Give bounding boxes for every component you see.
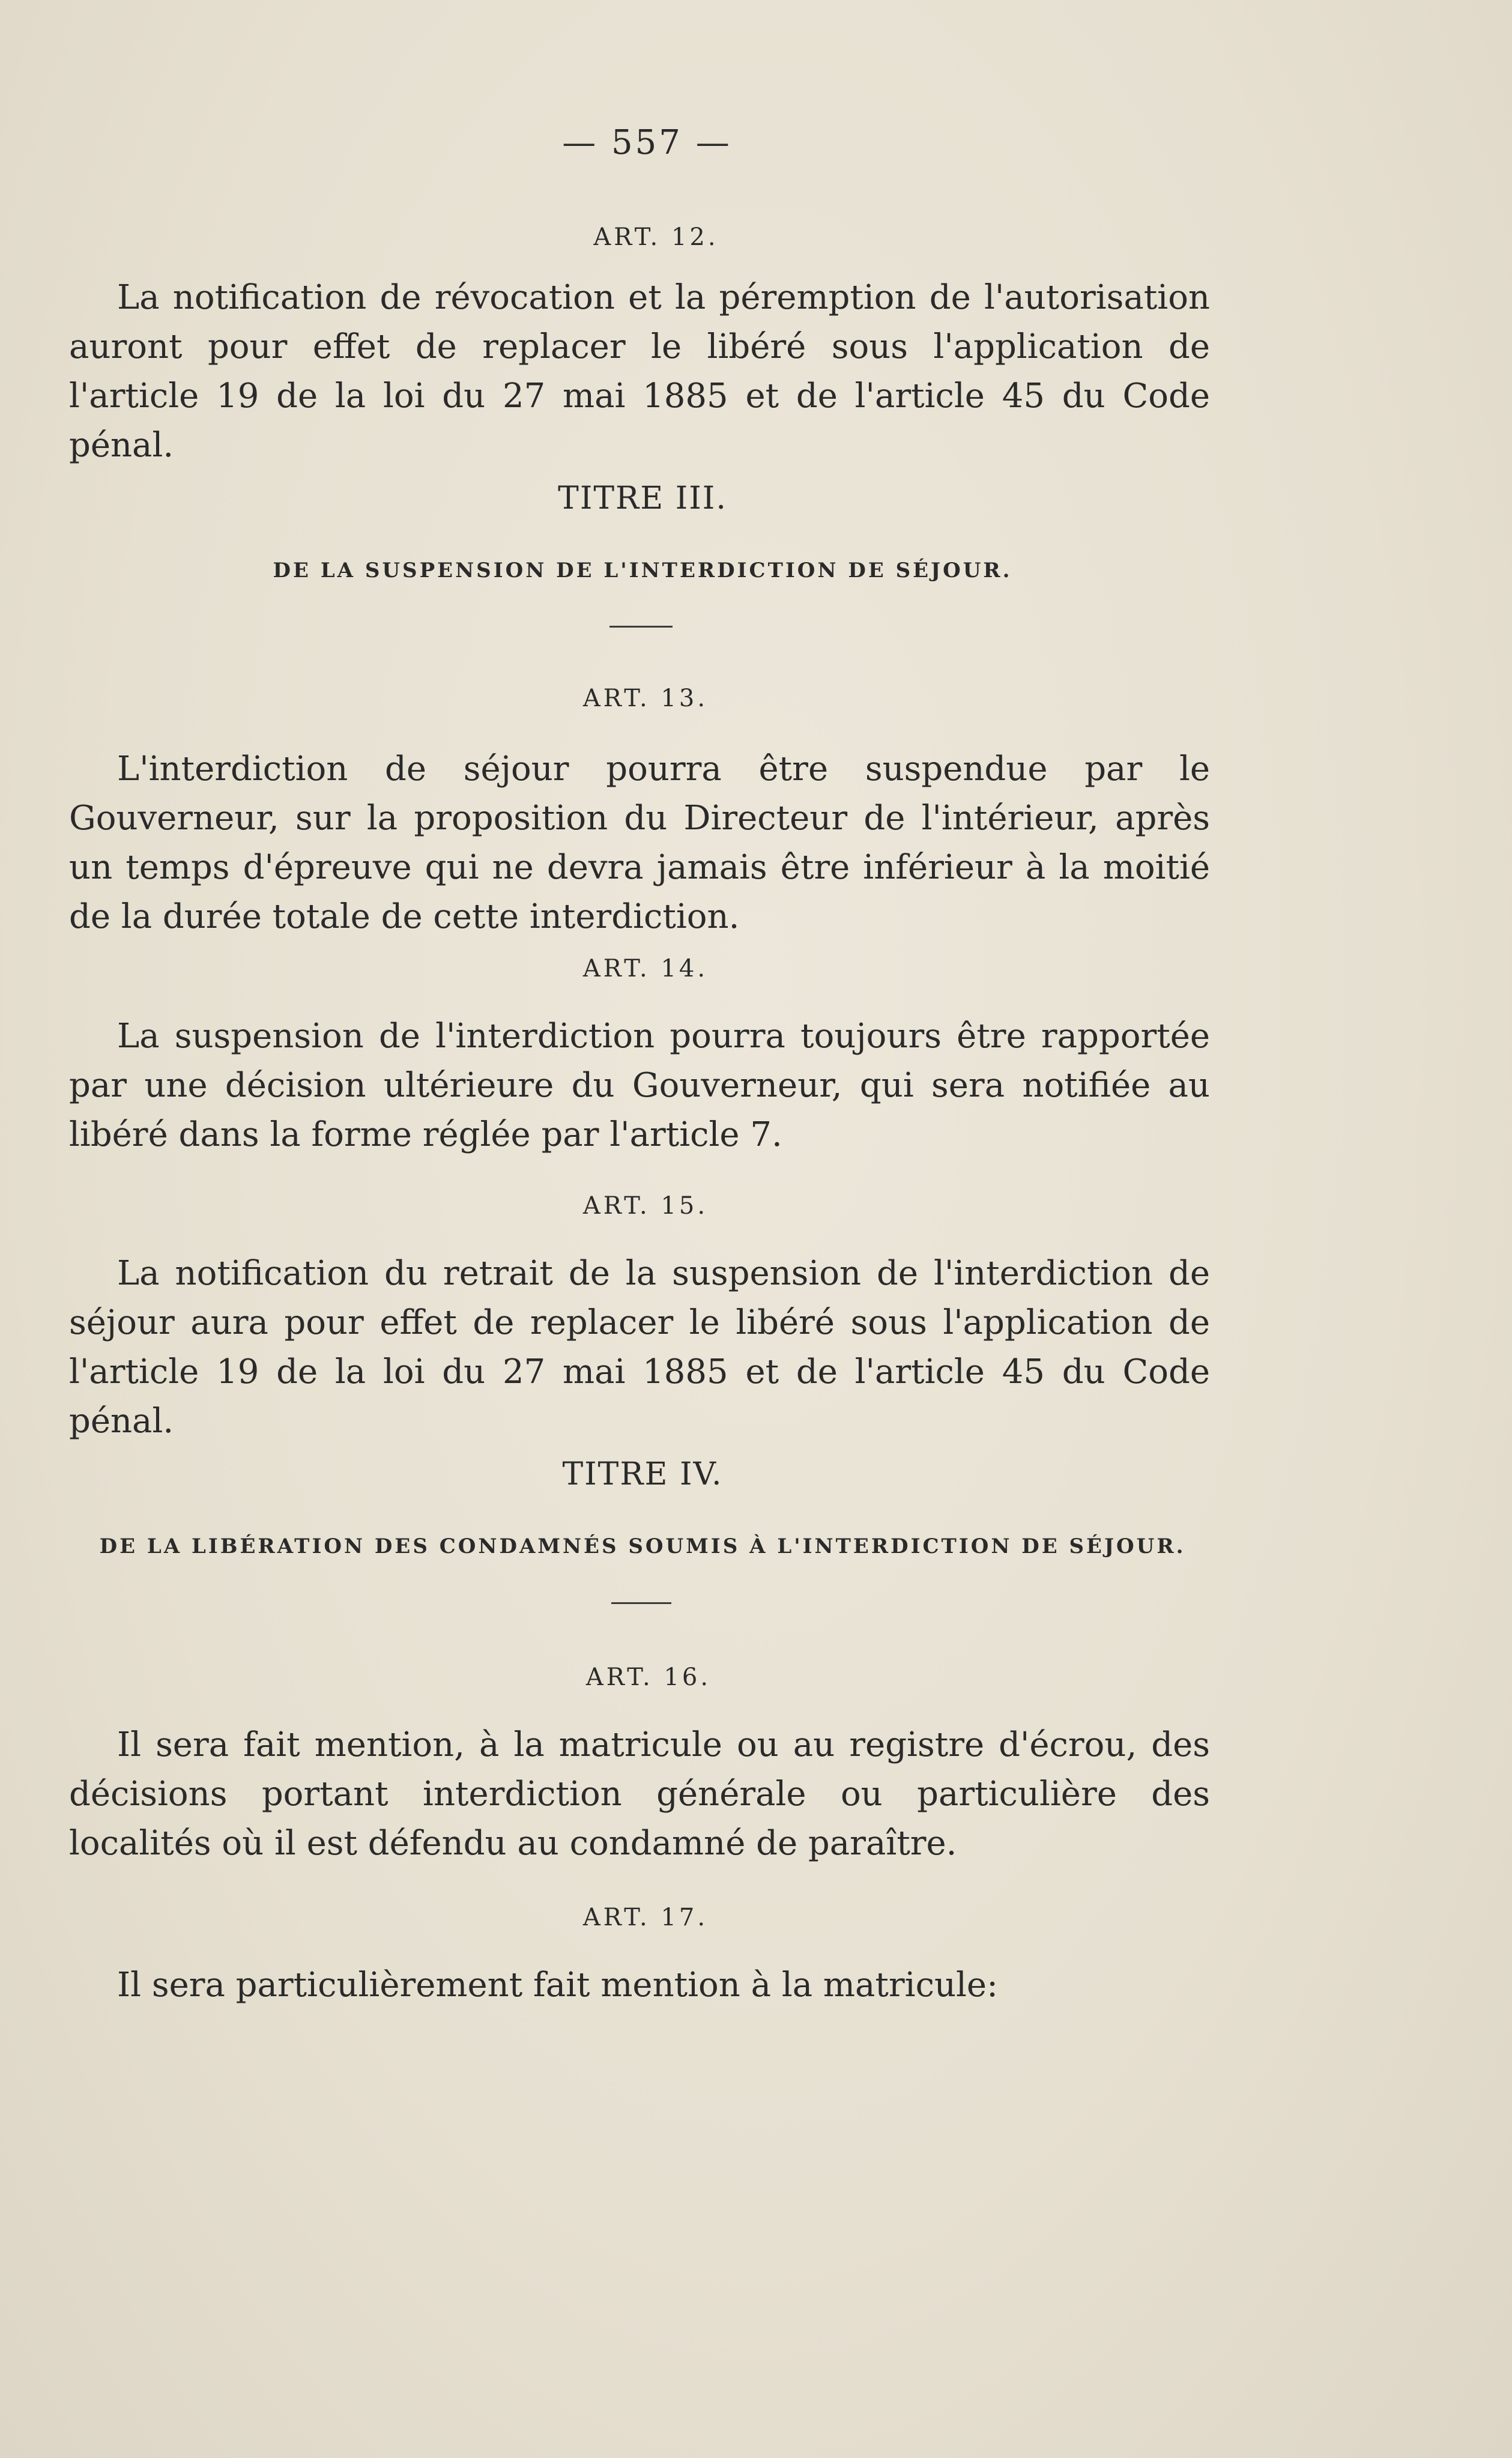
titre-3-heading: TITRE III.	[558, 480, 727, 516]
article-17-heading: ART. 17.	[582, 1904, 709, 1931]
page-number: — 557 —	[562, 123, 732, 162]
section-divider	[609, 626, 673, 628]
article-14-heading: ART. 14.	[582, 955, 709, 982]
article-15-heading: ART. 15.	[582, 1192, 709, 1220]
article-12-text: La notification de révocation et la péremption de l'autorisation auront pour effet de replacer le libéré sous l'application de l'article 19 de la loi du 27 mai 1885 et de l'article 45 du Code pénal.	[69, 278, 1210, 465]
article-12-heading: ART. 12.	[593, 223, 719, 251]
article-13-heading: ART. 13.	[582, 685, 709, 712]
titre-4-heading: TITRE IV.	[562, 1456, 723, 1492]
article-15-text: La notification du retrait de la suspension de l'interdiction de séjour aura pour effet de replacer le libéré sous l'application de l'article 19 de la loi du 27 mai 1885 et de l'article 45 du Code pénal.	[69, 1254, 1210, 1441]
article-16-text: Il sera fait mention, à la matricule ou au registre d'écrou, des décisions portant interdiction générale ou particulière des localités où il est défendu au condamné de paraître.	[69, 1725, 1210, 1863]
titre-4-subtitle: DE LA LIBÉRATION DES CONDAMNÉS SOUMIS À L'INTERDICTION DE SÉJOUR.	[99, 1534, 1186, 1558]
section-divider	[611, 1602, 671, 1604]
article-16-heading: ART. 16.	[585, 1663, 712, 1691]
article-13-text: L'interdiction de séjour pourra être suspendue par le Gouverneur, sur la proposition du Directeur de l'intérieur, après un temps d'épreuve qui ne devra jamais être inférieur à la moitié de la durée totale de cette interdiction.	[69, 749, 1210, 936]
titre-3-subtitle: DE LA SUSPENSION DE L'INTERDICTION DE SÉJOUR.	[273, 558, 1012, 583]
article-17-text: Il sera particulièrement fait mention à la matricule:	[117, 1966, 998, 2005]
article-14-text: La suspension de l'interdiction pourra toujours être rapportée par une décision ultérieure du Gouverneur, qui sera notifiée au libéré dans la forme réglée par l'article 7.	[69, 1017, 1210, 1154]
